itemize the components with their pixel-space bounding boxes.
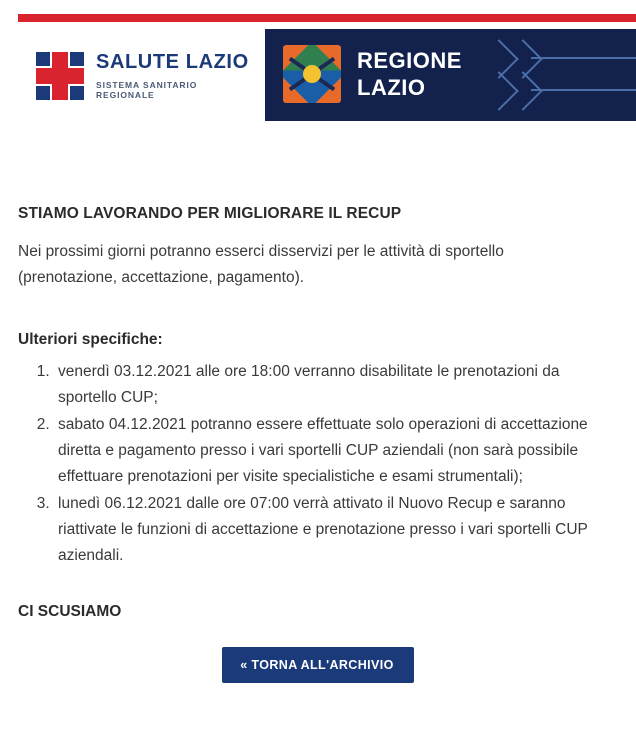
regione-lazio-emblem-icon — [283, 45, 341, 103]
regione-line1: REGIONE — [357, 48, 462, 73]
list-item: 1. venerdì 03.12.2021 alle ore 18:00 verranno disabilitate le prenotazioni da sportello CUP; — [54, 359, 618, 411]
top-accent-bar — [18, 14, 636, 22]
apology-text: CI SCUSIAMO — [18, 603, 122, 620]
intro-paragraph: Nei prossimi giorni potranno esserci disservizi per le attività di sportello (prenotazione, accettazione, pagamento). — [18, 243, 504, 286]
chevron-pattern-icon — [475, 39, 636, 111]
site-header — [18, 22, 636, 128]
regione-lazio-band — [265, 29, 636, 121]
logo-brand-line1: SALUTE LAZIO — [96, 51, 249, 73]
regione-lazio-text — [357, 47, 462, 101]
specs-heading: Ulteriori specifiche: — [18, 331, 163, 348]
red-cross-icon — [36, 52, 84, 100]
button-row — [18, 647, 618, 683]
regione-line2: LAZIO — [357, 75, 426, 100]
article-content — [18, 205, 618, 683]
page-title: STIAMO LAVORANDO PER MIGLIORARE IL RECUP — [18, 205, 402, 222]
logo-text — [96, 50, 256, 100]
salute-lazio-logo[interactable] — [18, 22, 264, 128]
logo-brand-line2: SISTEMA SANITARIO REGIONALE — [96, 80, 198, 100]
back-to-archive-button[interactable]: « TORNA ALL'ARCHIVIO — [222, 647, 414, 683]
list-item: 2. sabato 04.12.2021 potranno essere effettuate solo operazioni di accettazione diretta e pagamento presso i vari sportelli CUP aziendali (non sarà possibile effettuare prenotazioni per visite specialistiche e esami strumentali); — [54, 412, 618, 490]
list-item: 3. lunedì 06.12.2021 dalle ore 07:00 verrà attivato il Nuovo Recup e saranno riattivate le funzioni di accettazione e prenotazione presso i vari sportelli CUP aziendali. — [54, 491, 618, 569]
specs-list — [18, 359, 618, 569]
